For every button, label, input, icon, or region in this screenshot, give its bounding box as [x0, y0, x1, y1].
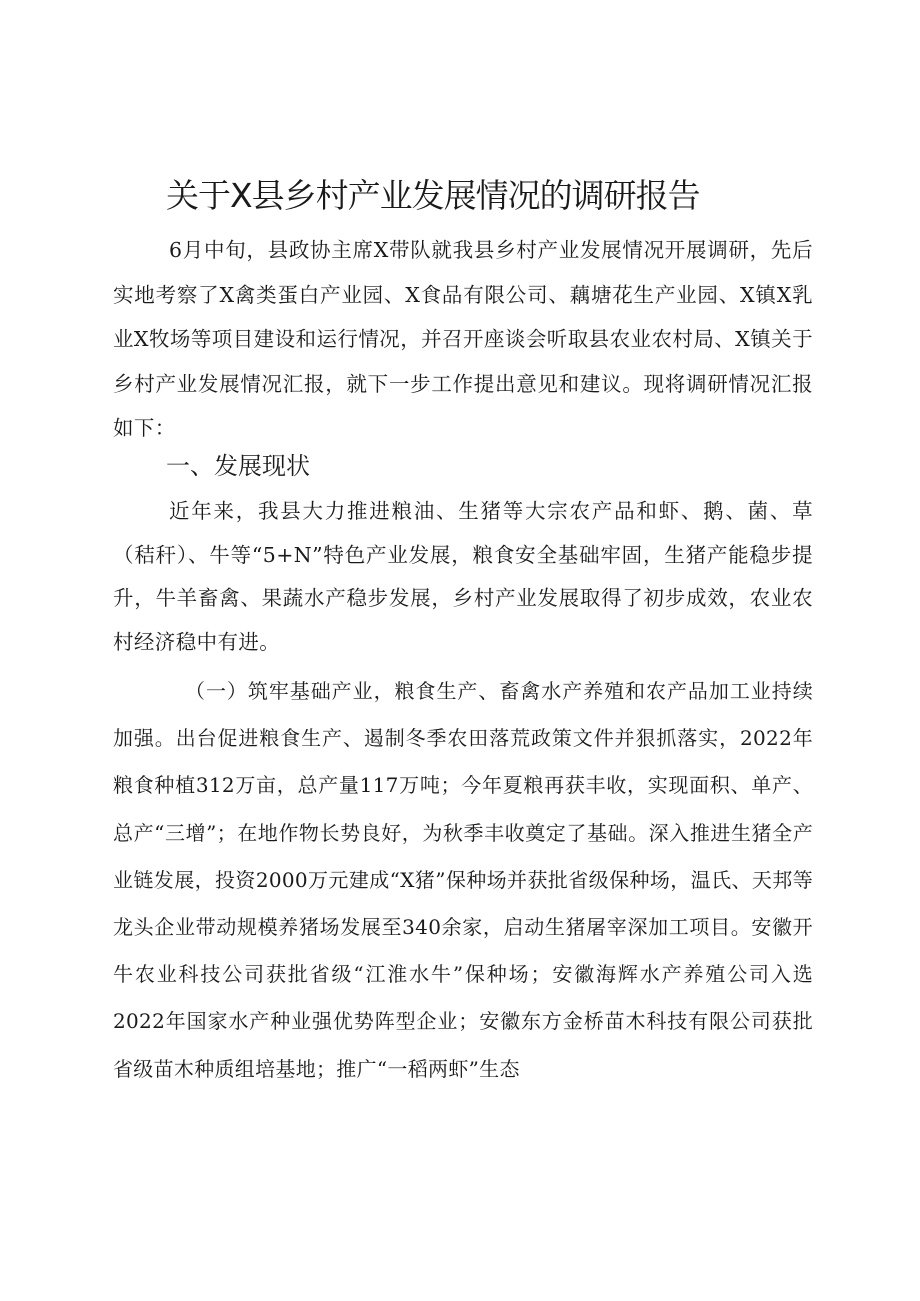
document-title: 关于X县乡村产业发展情况的调研报告: [166, 176, 700, 215]
intro-paragraph: 6月中旬，县政协主席X带队就我县乡村产业发展情况开展调研，先后实地考察了X禽类蛋白产业园、X食品有限公司、藕塘花生产业园、X镇X乳业X牧场等项目建设和运行情况，并召开座谈会听取县农业农村局、X镇关于乡村产业发展情况汇报，就下一步工作提出意见和建议。现将调研情况汇报如下：: [113, 238, 813, 440]
development-status-paragraph: 近年来，我县大力推进粮油、生猪等大宗农产品和虾、鹅、菌、草（秸秆）、牛等“5+N”特色产业发展，粮食安全基础牢固，生猪产能稳步提升，牛羊畜禽、果蔬水产稳步发展，乡村产业发展取得了初步成效，农业农村经济稳中有进。: [113, 499, 813, 654]
section-heading: 一、发展现状: [166, 452, 310, 480]
subsection-paragraph: （一）筑牢基础产业，粮食生产、畜禽水产养殖和农产品加工业持续加强。出台促进粮食生产、遏制冬季农田落荒政策文件并狠抓落实，2022年粮食种植312万亩，总产量117万吨；今年夏粮再获丰收，实现面积、单产、总产“三增”；在地作物长势良好，为秋季丰收奠定了基础。深入推进生猪全产业链发展，投资2000万元建成“X猪”保种场并获批省级保种场，温氏、天邦等龙头企业带动规模养猪场发展至340余家，启动生猪屠宰深加工项目。安徽开牛农业科技公司获批省级“江淮水牛”保种场；安徽海辉水产养殖公司入选2022年国家水产种业强优势阵型企业；安徽东方金桥苗木科技有限公司获批省级苗木种质组培基地；推广“一稻两虾”生态: [113, 679, 813, 1081]
